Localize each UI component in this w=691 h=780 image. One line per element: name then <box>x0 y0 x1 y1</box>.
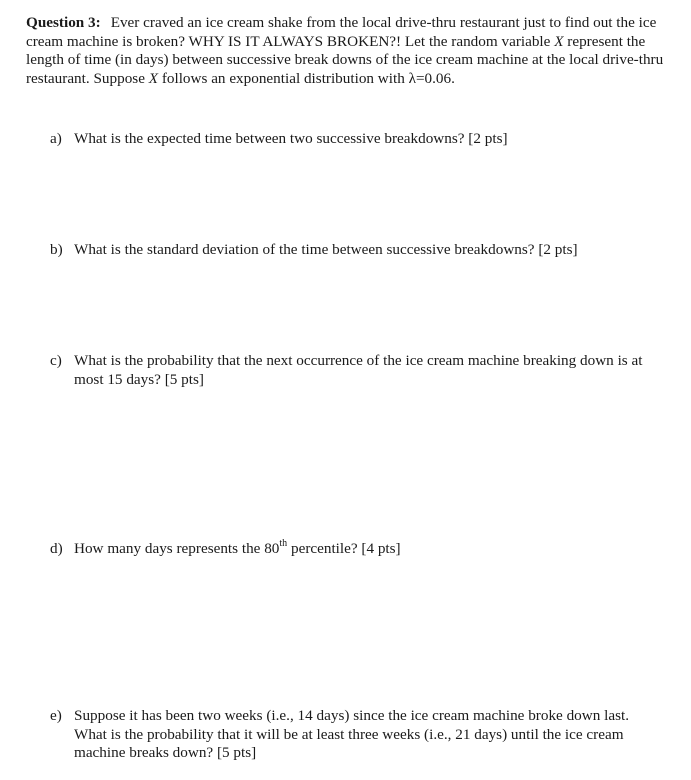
part-d-text-after: percentile? [4 pts] <box>287 540 401 557</box>
part-d-text-before: How many days represents the 80 <box>74 540 280 557</box>
part-b <box>50 241 660 260</box>
part-b-letter: b) <box>50 241 63 258</box>
question-intro <box>26 14 666 88</box>
question-label: Question 3: <box>26 14 101 31</box>
part-d <box>50 537 660 559</box>
part-d-letter: d) <box>50 540 63 557</box>
part-c-text: What is the probability that the next occurrence of the ice cream machine breaking down is at most 15 days? [5 pts] <box>74 352 643 388</box>
question-text-2: represent the length of time (in days) between successive break downs of the ice cream machine at the local drive-thru restaurant. Suppose <box>26 32 664 87</box>
part-e-letter: e) <box>50 707 62 724</box>
part-a <box>50 130 660 149</box>
question-text-3: follows an exponential distribution with λ=0.06. <box>158 69 455 87</box>
part-e-text: Suppose it has been two weeks (i.e., 14 days) since the ice cream machine broke down last. What is the probability that it will be at least three weeks (i.e., 21 days) until the ice cream machine breaks down? [5 pts] <box>74 707 630 762</box>
question-text-1: Ever craved an ice cream shake from the local drive-thru restaurant just to find out the ice cream machine is broken? WHY IS IT ALWAYS BROKEN?! Let the random variable <box>26 14 657 50</box>
part-a-text: What is the expected time between two successive breakdowns? [2 pts] <box>74 130 508 147</box>
part-c-letter: c) <box>50 352 62 369</box>
variable-x: X <box>554 32 564 50</box>
part-d-text <box>74 537 660 559</box>
variable-x-2: X <box>148 69 159 87</box>
part-c <box>50 352 660 389</box>
part-d-superscript: th <box>279 537 288 549</box>
part-e <box>50 707 660 763</box>
part-a-letter: a) <box>50 130 62 147</box>
part-b-text: What is the standard deviation of the time between successive breakdowns? [2 pts] <box>74 241 578 258</box>
